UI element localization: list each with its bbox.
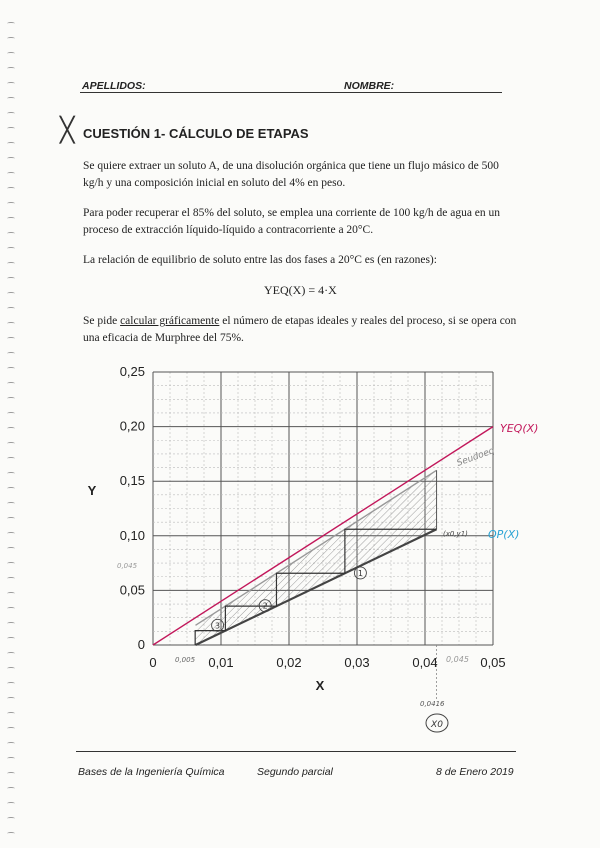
x-tick-label: 0,05 — [480, 655, 506, 670]
chart-ticks — [88, 364, 506, 693]
paragraph-3: La relación de equilibrio de soluto entre las dos fases a 20°C es (en razones): — [83, 254, 437, 266]
y-tick-label: 0,25 — [119, 364, 145, 379]
label-x-end: 0,0416 — [420, 700, 445, 708]
p4-text-a: Se pide — [83, 315, 121, 327]
stage-number: 1 — [357, 568, 363, 578]
question-title: CUESTIÓN 1- CÁLCULO DE ETAPAS — [83, 126, 309, 141]
y-tick-label: 0,15 — [119, 473, 145, 489]
x-tick-label: 0,02 — [276, 655, 302, 670]
y-tick-label: 0,20 — [119, 418, 145, 434]
label-seudo: Seudoeq — [455, 445, 497, 469]
x-axis-label: X — [315, 678, 325, 693]
y-axis-label: Y — [87, 483, 97, 498]
label-point: (x0,y1) — [443, 530, 468, 538]
label-xn: X0 — [431, 720, 443, 730]
paragraph-1: Se quiere extraer un soluto A, de una disolución orgánica que tiene un flujo másico de 500 kg/h y una composición inicial en soluto del 4% en peso. — [83, 160, 499, 189]
p4-text-b: el número de etapas ideales y reales del proceso, si se opera con una eficacia de Murphree del 75%. — [83, 315, 517, 344]
label-x-low: 0,005 — [175, 656, 196, 664]
label-y-small: 0,045 — [117, 562, 138, 570]
equilibrium-equation: YEQ(X) = 4·X — [264, 283, 337, 297]
footer-divider — [76, 751, 516, 752]
x-tick-label: 0,03 — [344, 655, 370, 670]
y-tick-label: 0 — [137, 637, 145, 652]
p4-underlined: calcular gráficamente — [120, 315, 220, 327]
footer-course: Bases de la Ingeniería Química — [78, 766, 225, 778]
hatched-regions — [196, 470, 437, 645]
stage-number: 3 — [215, 621, 221, 631]
y-tick-label: 0,05 — [119, 582, 145, 598]
footer-exam: Segundo parcial — [257, 766, 333, 778]
x-tick-label: 0 — [149, 655, 157, 670]
footer-date: 8 de Enero 2019 — [436, 766, 514, 778]
handwritten-x-mark: ╳ — [60, 116, 75, 144]
stage-number: 2 — [262, 601, 268, 611]
apellidos-label: APELLIDOS: — [82, 80, 146, 92]
x-tick-label: 0,04 — [412, 655, 438, 670]
label-yeq: YEQ(X) — [500, 422, 539, 435]
hatched-band — [196, 470, 437, 645]
paragraph-2: Para poder recuperar el 85% del soluto, se emplea una corriente de 100 kg/h de agua en un proceso de extracción líquido-líquido a contracorriente a 20°C. — [83, 207, 501, 236]
chart-grid — [153, 372, 493, 645]
series-line-opx — [196, 529, 437, 645]
nombre-label: NOMBRE: — [344, 80, 395, 92]
x-tick-label: 0,01 — [208, 655, 234, 670]
label-op: OP(X) — [488, 528, 520, 541]
label-x-high: 0,045 — [446, 655, 469, 664]
y-tick-label: 0,10 — [119, 527, 145, 543]
